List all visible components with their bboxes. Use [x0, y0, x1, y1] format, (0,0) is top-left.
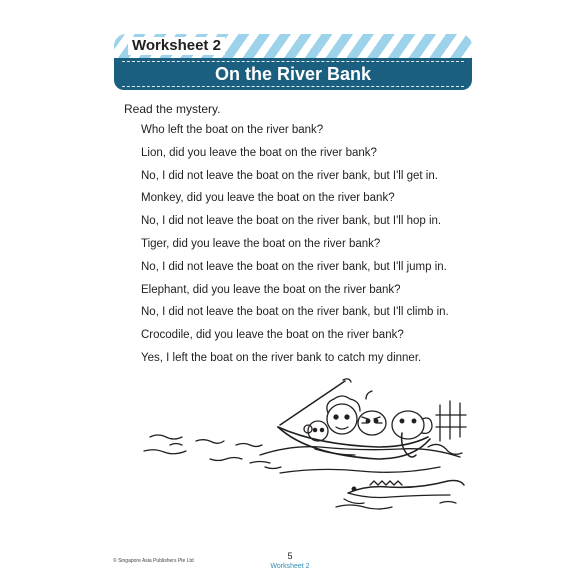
mystery-line: No, I did not leave the boat on the river bank, but I'll climb in.: [141, 306, 449, 319]
mystery-line: Tiger, did you leave the boat on the river bank?: [141, 237, 381, 250]
worksheet-label: Worksheet 2: [128, 37, 225, 55]
mystery-line: Elephant, did you leave the boat on the river bank?: [141, 283, 401, 296]
copyright-text: © Singapore Asia Publishers Pte Ltd: [113, 558, 194, 564]
mystery-line: No, I did not leave the boat on the river bank, but I'll hop in.: [141, 215, 442, 228]
mystery-line: Yes, I left the boat on the river bank to catch my dinner.: [141, 351, 422, 364]
page-title: On the River Bank: [214, 64, 372, 84]
mystery-line: No, I did not leave the boat on the river bank, but I'll get in.: [141, 169, 438, 182]
river-bank-illustration: [140, 375, 480, 530]
mystery-line: No, I did not leave the boat on the river bank, but I'll jump in.: [141, 260, 447, 273]
title-bar-top-stitch: [122, 61, 464, 62]
mystery-line: Crocodile, did you leave the boat on the river bank?: [141, 329, 404, 342]
worksheet-tab: [114, 34, 472, 58]
title-bar: [114, 58, 472, 90]
mystery-line: Lion, did you leave the boat on the river bank?: [141, 146, 377, 159]
page-number: 5: [287, 551, 293, 561]
footer-worksheet-label: Worksheet 2: [270, 563, 310, 570]
instruction-text: Read the mystery.: [124, 102, 221, 116]
title-bar-bottom-stitch: [122, 86, 464, 87]
mystery-line: Monkey, did you leave the boat on the river bank?: [141, 192, 395, 205]
mystery-lines: [141, 122, 449, 373]
mystery-line: Who left the boat on the river bank?: [141, 124, 324, 136]
